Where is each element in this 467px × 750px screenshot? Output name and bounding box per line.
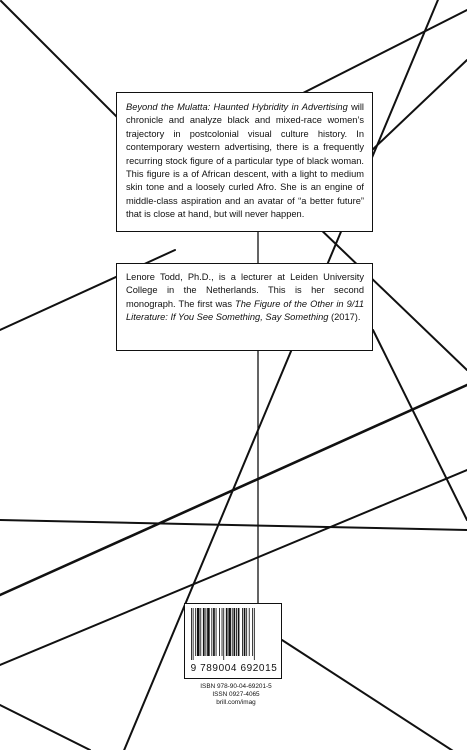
description-text: will chronicle and analyze black and mixed-race women’s trajectory in postcolonial visual culture history. In contemporary western advertising, there is a frequently recurring stock figure of a particular type of black woman. This figure is a of African descent, with a light to medium skin tone and a loosely curled Afro. She is an engine of middle-class aspiration and an avatar of “a better future” that is close at hand, but will never happen. <box>126 102 364 220</box>
barcode-bar <box>219 608 220 656</box>
book-description-box <box>116 92 373 232</box>
barcode-bar <box>200 608 201 656</box>
barcode-number: 9 789004 692015 <box>190 663 278 674</box>
barcode-bar <box>207 608 210 656</box>
barcode-bar <box>226 608 228 656</box>
isbn: ISBN 978-90-04-69201-5 <box>200 683 272 690</box>
barcode-bar <box>191 608 192 660</box>
barcode-bar <box>236 608 237 656</box>
barcode-bar <box>232 608 233 656</box>
barcode-bar <box>211 608 212 656</box>
barcode-bar <box>205 608 206 656</box>
publication-info <box>184 683 288 708</box>
author-bio-year: (2017). <box>328 312 361 323</box>
barcode-bar <box>195 608 196 656</box>
barcode-bar <box>254 608 255 660</box>
barcode-bar <box>234 608 236 656</box>
issn: ISSN 0927-4065 <box>212 691 260 699</box>
barcode-bar <box>246 608 247 656</box>
barcode-bar <box>222 608 223 656</box>
barcode-bar <box>203 608 205 656</box>
barcode-bar <box>244 608 246 656</box>
barcode-bar <box>197 608 200 656</box>
barcode-icon <box>189 608 279 660</box>
author-bio-box <box>116 263 373 351</box>
barcode-bar <box>216 608 217 656</box>
barcode-box <box>184 603 282 679</box>
book-title: Beyond the Mulatta: Haunted Hybridity in Advertising <box>126 102 348 112</box>
barcode-bar <box>213 608 215 656</box>
publisher-url: brill.com/imag <box>216 699 256 707</box>
barcode-bar <box>252 608 253 656</box>
barcode-bar <box>242 608 243 656</box>
book-description <box>126 101 364 222</box>
barcode-bar <box>238 608 240 656</box>
barcode-bar <box>228 608 231 656</box>
barcode-bar <box>249 608 250 656</box>
author-bio <box>126 271 364 325</box>
barcode-bar <box>223 608 224 660</box>
author-bio-text: Lenore Todd, Ph.D., is a lecturer at Leiden University College in the Netherlands. This is her second monograph. The first was <box>126 272 364 309</box>
barcode-bar <box>193 608 194 660</box>
previous-book-title: The Figure of the Other in 9/11 Literature: If You See Something, Say Something <box>126 298 364 323</box>
